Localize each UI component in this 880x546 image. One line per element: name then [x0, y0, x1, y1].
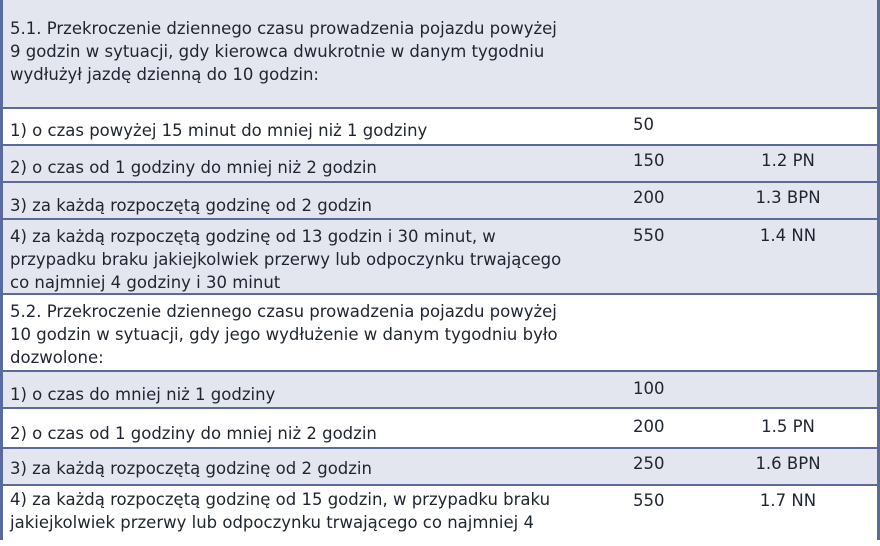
- row-description: 1) o czas powyżej 15 minut do mniej niż 1 godziny: [10, 121, 428, 140]
- row-description: 3) za każdą rozpoczętą godzinę od 2 godzin: [10, 459, 372, 478]
- table-row: [3, 0, 877, 109]
- table-row: [3, 409, 877, 449]
- table-row: [3, 109, 877, 146]
- row-code: 1.6 BPN: [755, 454, 821, 473]
- row-code: 1.3 BPN: [755, 188, 821, 207]
- row-description: 5.2. Przekroczenie dziennego czasu prowadzenia pojazdu powyżej 10 godzin w sytuacji, gdy jego wydłużenie w danym tygodniu było dozwolone:: [10, 302, 558, 367]
- table-row: [3, 449, 877, 486]
- row-code: 1.4 NN: [759, 226, 817, 245]
- row-description: 3) za każdą rozpoczętą godzinę od 2 godzin: [10, 196, 372, 215]
- row-description: 4) za każdą rozpoczętą godzinę od 13 godzin i 30 minut, w przypadku braku jakiejkolwiek przerwy lub odpoczynku trwającego co najmniej 4 godziny i 30 minut: [10, 227, 562, 292]
- table-row: [3, 183, 877, 220]
- row-code: 1.7 NN: [759, 491, 817, 510]
- row-description: 1) o czas do mniej niż 1 godziny: [10, 385, 276, 404]
- row-description: 5.1. Przekroczenie dziennego czasu prowadzenia pojazdu powyżej 9 godzin w sytuacji, gdy kierowca dwukrotnie w danym tygodniu wydłużył jazdę dzienną do 10 godzin:: [10, 19, 557, 84]
- row-amount: 150: [633, 151, 665, 170]
- row-code: 1.5 PN: [761, 417, 815, 436]
- row-amount: 50: [633, 115, 654, 134]
- row-amount: 200: [633, 188, 665, 207]
- table-row: [3, 146, 877, 183]
- row-amount: 550: [633, 226, 665, 245]
- table-row: [3, 372, 877, 409]
- row-amount: 100: [633, 379, 665, 398]
- row-amount: 200: [633, 417, 665, 436]
- table-row: [3, 486, 877, 546]
- row-description: 4) za każdą rozpoczętą godzinę od 15 godzin, w przypadku braku jakiejkolwiek przerwy lub odpoczynku trwającego co najmniej 4: [10, 490, 551, 532]
- row-code: 1.2 PN: [761, 151, 815, 170]
- row-description: 2) o czas od 1 godziny do mniej niż 2 godzin: [10, 424, 377, 443]
- row-amount: 250: [633, 454, 665, 473]
- row-description: 2) o czas od 1 godziny do mniej niż 2 godzin: [10, 158, 377, 177]
- table-row: [3, 295, 877, 372]
- row-amount: 550: [633, 491, 665, 510]
- table-row: [3, 220, 877, 295]
